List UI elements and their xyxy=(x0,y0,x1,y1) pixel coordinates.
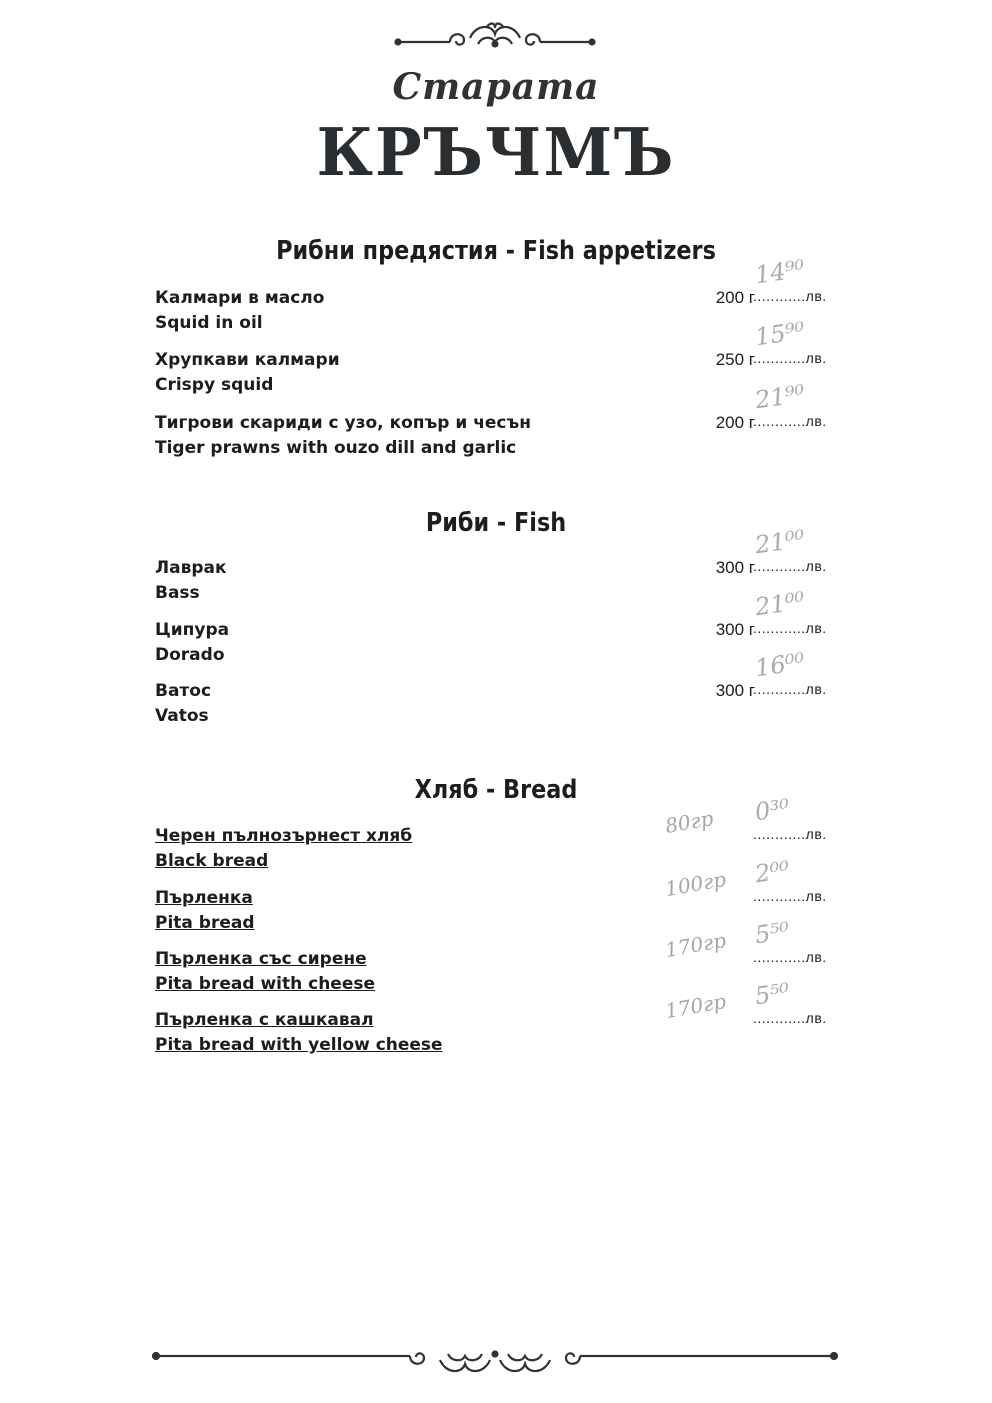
ornament-line-icon xyxy=(150,1340,840,1380)
handwritten-price: 14⁹⁰ xyxy=(753,254,807,290)
handwritten-price: 21⁹⁰ xyxy=(753,379,807,415)
item-weight: 250 г xyxy=(715,350,755,369)
item-name-bg: Хрупкави калмари xyxy=(155,350,340,370)
price-slot: ............лв. xyxy=(753,826,827,842)
item-name-bg: Лаврак xyxy=(155,558,227,578)
item-name-en: Pita bread xyxy=(155,913,255,933)
handwritten-price: 0³⁰ xyxy=(753,793,792,827)
menu-item xyxy=(155,916,845,999)
logo-title-line2: КРЪЧМЪ xyxy=(316,114,676,191)
section-title-fish-appetizers: Рибни предястия - Fish appetizers xyxy=(276,236,716,266)
handwritten-price: 21⁰⁰ xyxy=(753,586,807,622)
menu-item xyxy=(155,254,845,338)
handwritten-price: 21⁰⁰ xyxy=(753,524,807,560)
section-title-bread: Хляб - Bread xyxy=(414,775,578,805)
item-name-en: Bass xyxy=(155,583,200,603)
menu-item xyxy=(155,793,845,876)
handwritten-weight: 80гр xyxy=(663,805,716,839)
price-slot: ............лв. xyxy=(753,681,827,697)
item-weight: 200 г xyxy=(715,413,755,432)
handwritten-weight: 100гр xyxy=(663,866,728,902)
item-weight: 300 г xyxy=(715,558,755,577)
ornament-scroll-icon xyxy=(390,14,600,54)
handwritten-price: 15⁹⁰ xyxy=(753,316,807,352)
item-name-bg: Ватос xyxy=(155,681,212,701)
price-slot: ............лв. xyxy=(753,1010,827,1026)
handwritten-weight: 170гр xyxy=(663,927,728,963)
item-name-bg: Черен пълнозърнест хляб xyxy=(155,826,413,846)
item-name-bg: Ципура xyxy=(155,620,230,640)
item-name-en: Tiger prawns with ouzo dill and garlic xyxy=(155,438,517,458)
handwritten-price: 5⁵⁰ xyxy=(753,977,792,1011)
handwritten-weight: 170гр xyxy=(663,988,728,1024)
item-name-bg: Пърленка xyxy=(155,888,253,908)
item-name-en: Black bread xyxy=(155,851,269,871)
price-slot: ............лв. xyxy=(753,558,827,574)
logo-title-line1: Старата xyxy=(392,66,600,108)
handwritten-price: 16⁰⁰ xyxy=(753,647,807,683)
item-name-bg: Пърленка със сирене xyxy=(155,949,367,969)
item-weight: 300 г xyxy=(715,620,755,639)
item-weight: 200 г xyxy=(715,288,755,307)
item-name-bg: Тигрови скариди с узо, копър и чесън xyxy=(155,413,532,433)
item-name-bg: Пърленка с кашкавал xyxy=(155,1010,374,1030)
item-name-en: Squid in oil xyxy=(155,313,263,333)
item-name-en: Vatos xyxy=(155,706,209,726)
item-name-en: Crispy squid xyxy=(155,375,274,395)
item-weight: 300 г xyxy=(715,681,755,700)
item-name-en: Pita bread with cheese xyxy=(155,974,376,994)
handwritten-price: 5⁵⁰ xyxy=(753,916,792,950)
menu-item xyxy=(155,524,845,608)
item-name-en: Pita bread with yellow cheese xyxy=(155,1035,443,1055)
price-slot: ............лв. xyxy=(753,620,827,636)
price-slot: ............лв. xyxy=(753,288,827,304)
price-slot: ............лв. xyxy=(753,949,827,965)
item-name-en: Dorado xyxy=(155,645,225,665)
price-slot: ............лв. xyxy=(753,350,827,366)
price-slot: ............лв. xyxy=(753,888,827,904)
price-slot: ............лв. xyxy=(753,413,827,429)
section-title-fish: Риби - Fish xyxy=(425,508,567,538)
item-name-bg: Калмари в масло xyxy=(155,288,325,308)
handwritten-price: 2⁰⁰ xyxy=(753,855,792,889)
